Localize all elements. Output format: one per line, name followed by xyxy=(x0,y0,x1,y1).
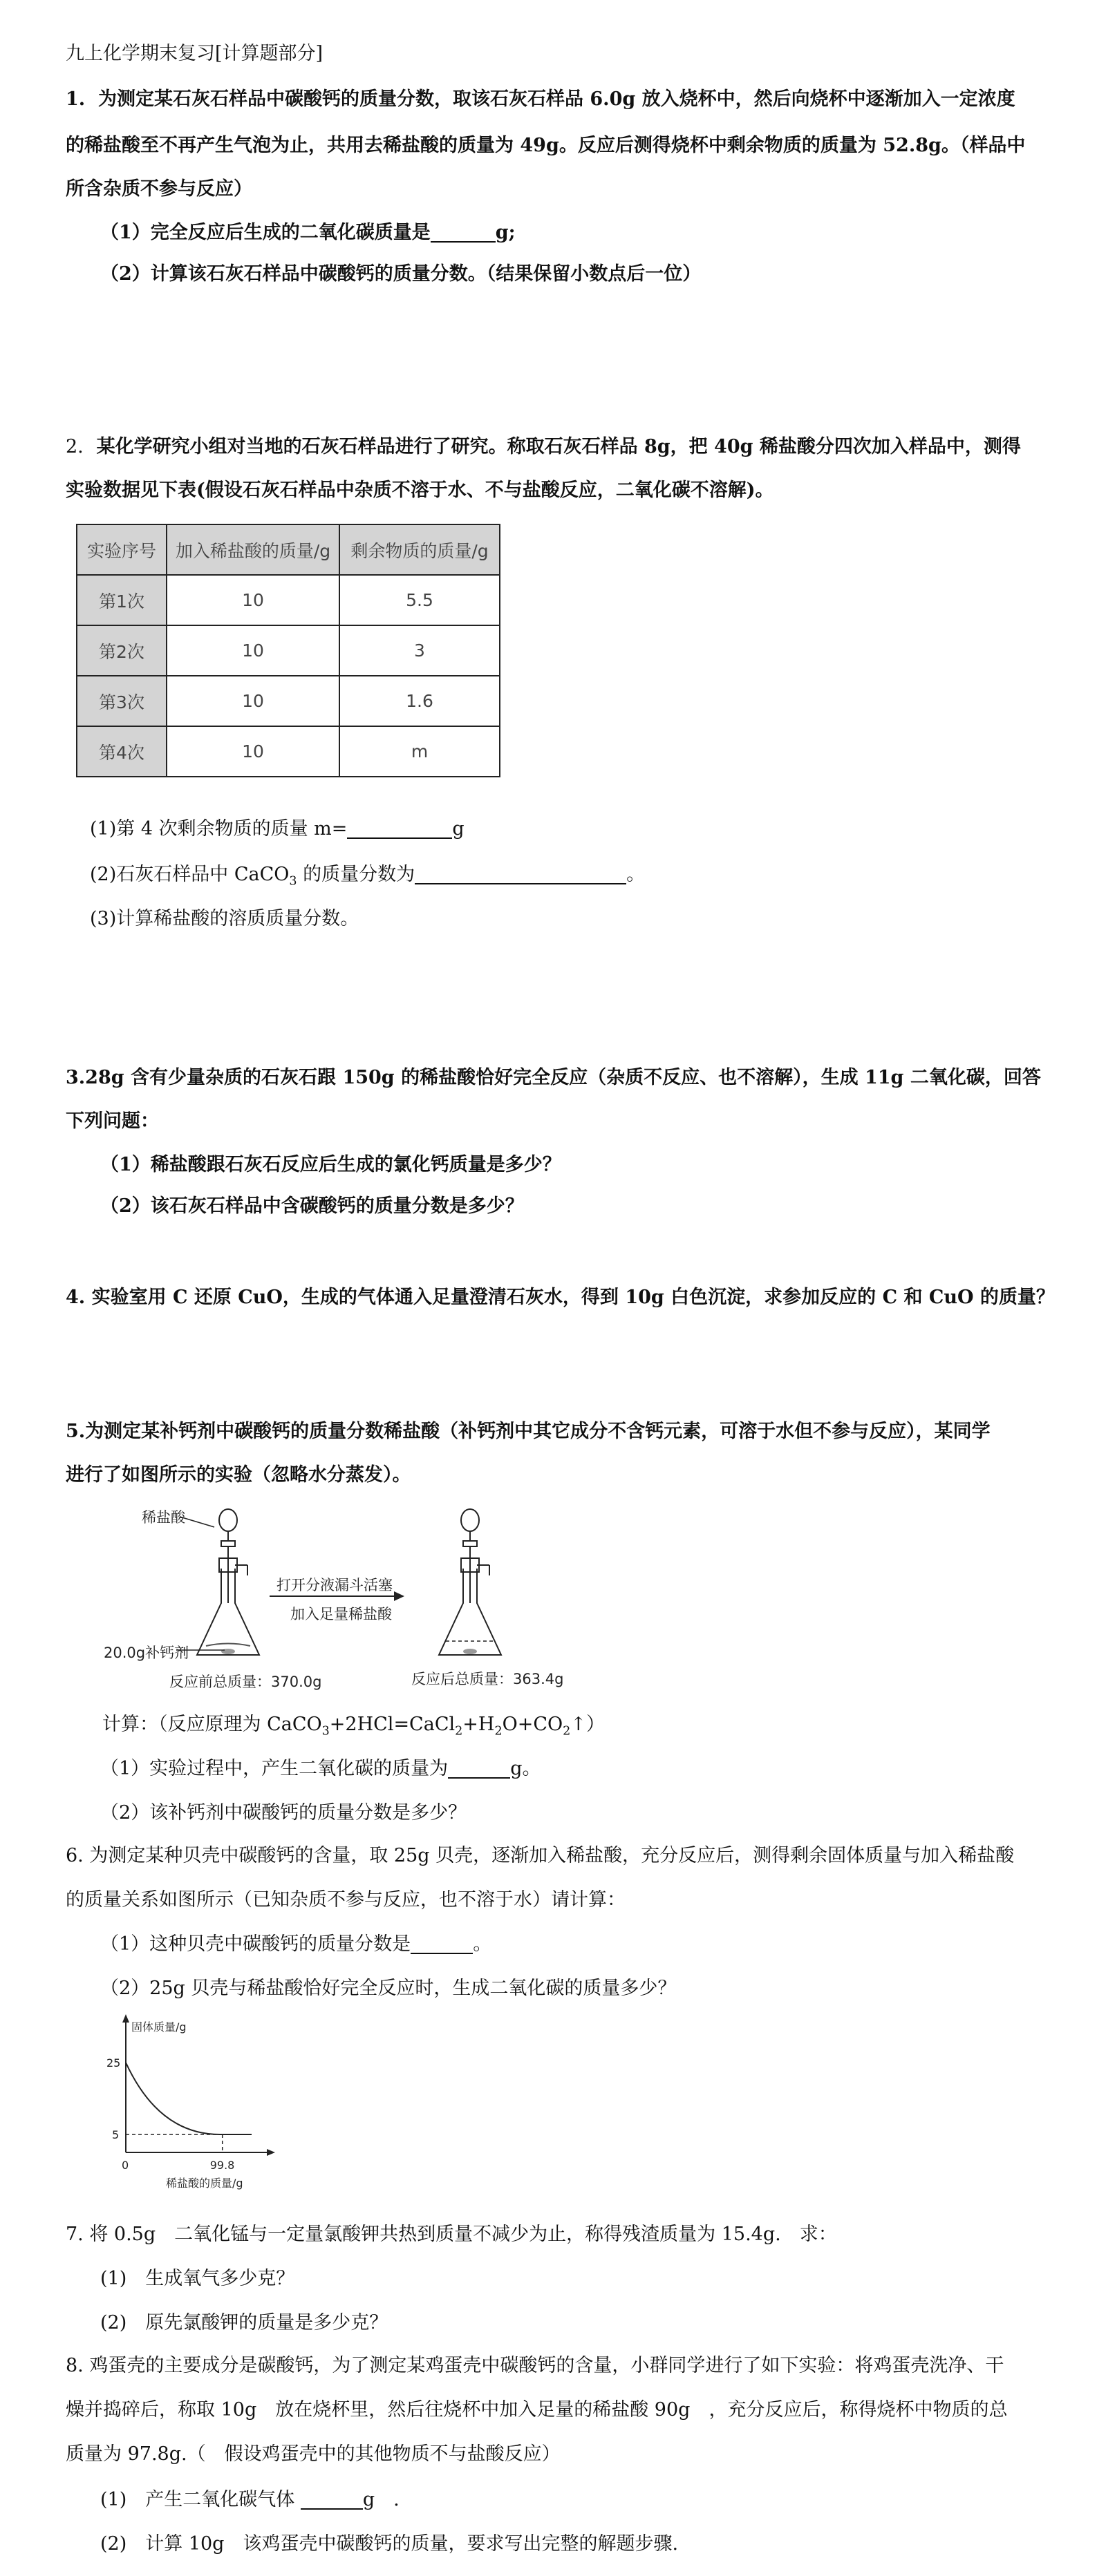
y-tick-label: 5 xyxy=(112,2128,120,2141)
q6-sub2: （2）25g 贝壳与稀盐酸恰好完全反应时，生成二氧化碳的质量多少？ xyxy=(100,1978,677,1999)
q7-sub1: (1) 生成氧气多少克？ xyxy=(100,2268,295,2289)
q5-line1: 5.为测定某补钙剂中碳酸钙的质量分数稀盐酸（补钙剂中其它成分不含钙元素，可溶于水但不参与反应），某同学 xyxy=(66,1421,991,1442)
q3-sub1: （1）稀盐酸跟石灰石反应后生成的氯化钙质量是多少？ xyxy=(100,1154,561,1175)
answer-blank[interactable] xyxy=(301,2488,363,2510)
data-table xyxy=(76,524,500,777)
answer-blank[interactable] xyxy=(347,817,452,839)
q2-line2: 实验数据见下表(假设石灰石样品中杂质不溶于水、不与盐酸反应，二氧化碳不溶解)。 xyxy=(66,480,774,501)
q6-sub1: （1）这种贝壳中碳酸钙的质量分数是 。 xyxy=(100,1933,492,1955)
x-tick-label: 0 xyxy=(122,2159,129,2172)
acid-label: 稀盐酸 xyxy=(142,1509,185,1526)
answer-blank[interactable] xyxy=(448,1756,510,1779)
q3-sub2: （2）该石灰石样品中含碳酸钙的质量分数是多少？ xyxy=(100,1195,524,1217)
table-cell: 第1次 xyxy=(77,575,167,625)
table-row xyxy=(77,575,500,625)
q8-line1: 8. 鸡蛋壳的主要成分是碳酸钙，为了测定某鸡蛋壳中碳酸钙的含量，小群同学进行了如下实验：将鸡蛋壳洗净、干 xyxy=(66,2355,1004,2376)
table-row xyxy=(77,726,500,777)
page-title: 九上化学期末复习[计算题部分] xyxy=(66,43,324,64)
q1-sub2: （2）计算该石灰石样品中碳酸钙的质量分数。（结果保留小数点后一位） xyxy=(100,263,702,285)
q6-line2: 的质量关系如图所示（已知杂质不参与反应，也不溶于水）请计算： xyxy=(66,1889,626,1911)
mass-chart xyxy=(97,2014,304,2201)
q2-line1: 2. 某化学研究小组对当地的石灰石样品进行了研究。称取石灰石样品 8g，把 40g 稀盐酸分四次加入样品中，测得 xyxy=(66,436,1021,457)
table-cell: 10 xyxy=(167,676,339,726)
y-tick-label: 25 xyxy=(106,2056,121,2070)
funnel-left xyxy=(219,1509,247,1603)
table-cell: 10 xyxy=(167,726,339,777)
q2-sub1: (1)第 4 次剩余物质的质量 m= g xyxy=(90,818,465,840)
arrow-top-label: 打开分液漏斗活塞 xyxy=(276,1577,393,1593)
q1-line2: 的稀盐酸至不再产生气泡为止，共用去稀盐酸的质量为 49g。反应后测得烧杯中剩余物质的质量为 52.8g。（样品中 xyxy=(66,135,1026,156)
sample-label: 20.0g补钙剂 xyxy=(104,1645,189,1661)
q5-calc: 计算：（反应原理为 $CaCO_3+2HCl=CaCl_2+H_2O+CO_2↑$） xyxy=(102,1714,605,1739)
table-cell: 10 xyxy=(167,575,339,625)
table-cell: 3 xyxy=(339,625,500,676)
q1-line3: 所含杂质不参与反应） xyxy=(66,178,252,200)
arrow-bottom-label: 加入足量稀盐酸 xyxy=(290,1606,392,1622)
table-row xyxy=(77,676,500,726)
q1-sub1: （1）完全反应后生成的二氧化碳质量是 g; xyxy=(100,222,516,243)
funnel-right xyxy=(461,1509,489,1603)
q8-line2: 燥并捣碎后，称取 10g 放在烧杯里，然后往烧杯中加入足量的稀盐酸 90g ，充分反应后，称得烧杯中物质的总 xyxy=(66,2399,1008,2421)
q8-sub1: (1) 产生二氧化碳气体 g . xyxy=(100,2489,400,2510)
q4-line1: 4. 实验室用 C 还原 CuO，生成的气体通入足量澄清石灰水，得到 10g 白色沉淀，求参加反应的 C 和 CuO 的质量？ xyxy=(66,1287,1055,1308)
q1-line1: 1. 为测定某石灰石样品中碳酸钙的质量分数，取该石灰石样品 6.0g 放入烧杯中，然后向烧杯中逐渐加入一定浓度 xyxy=(66,88,1015,110)
answer-blank[interactable] xyxy=(411,1932,473,1954)
table-cell: 10 xyxy=(167,625,339,676)
table-cell: 第4次 xyxy=(77,726,167,777)
q5-line2: 进行了如图所示的实验（忽略水分蒸发）。 xyxy=(66,1464,411,1486)
before-mass-label: 反应前总质量：370.0g xyxy=(169,1674,322,1690)
q5-sub2: （2）该补钙剂中碳酸钙的质量分数是多少？ xyxy=(100,1802,467,1824)
table-cell: 1.6 xyxy=(339,676,500,726)
arrow-head-icon xyxy=(394,1591,404,1601)
table-header-cell: 剩余物质的质量/g xyxy=(339,524,500,575)
answer-blank[interactable] xyxy=(415,862,626,884)
x-axis-arrow-icon xyxy=(267,2149,275,2156)
table-header-cell: 实验序号 xyxy=(77,524,167,575)
q8-line3: 质量为 97.8g.（ 假设鸡蛋壳中的其他物质不与盐酸反应） xyxy=(66,2443,561,2465)
q6-line1: 6. 为测定某种贝壳中碳酸钙的含量，取 25g 贝壳，逐渐加入稀盐酸，充分反应后，测得剩余固体质量与加入稀盐酸 xyxy=(66,1845,1015,1866)
table-header-cell: 加入稀盐酸的质量/g xyxy=(167,524,339,575)
y-axis-arrow-icon xyxy=(122,2014,129,2023)
table-header-row xyxy=(77,524,500,575)
table-row xyxy=(77,625,500,676)
table-cell: m xyxy=(339,726,500,777)
q2-sub3: (3)计算稀盐酸的溶质质量分数。 xyxy=(90,908,359,929)
x-tick-label: 99.8 xyxy=(209,2159,235,2172)
q7-sub2: (2) 原先氯酸钾的质量是多少克？ xyxy=(100,2312,388,2333)
after-mass-label: 反应后总质量：363.4g xyxy=(411,1671,564,1687)
x-axis-label: 稀盐酸的质量/g xyxy=(166,2177,243,2190)
data-curve xyxy=(126,2063,223,2134)
q1-number: 1. xyxy=(66,88,86,110)
y-axis-label: 固体质量/g xyxy=(131,2020,187,2034)
answer-blank[interactable] xyxy=(431,220,496,243)
table-cell: 5.5 xyxy=(339,575,500,625)
q3-line2: 下列问题： xyxy=(66,1110,159,1132)
table-cell: 第2次 xyxy=(77,625,167,676)
q5-sub1: （1）实验过程中，产生二氧化碳的质量为 g。 xyxy=(100,1758,541,1779)
q2-sub2: (2)石灰石样品中 CaCO$_3$ 的质量分数为 。 xyxy=(90,864,646,889)
q7-line1: 7. 将 0.5g 二氧化锰与一定量氯酸钾共热到质量不减少为止，称得残渣质量为 15.4g. 求： xyxy=(66,2224,837,2245)
q3-line1: 3.28g 含有少量杂质的石灰石跟 150g 的稀盐酸恰好完全反应（杂质不反应、也不溶解），生成 11g 二氧化碳，回答 xyxy=(66,1067,1041,1088)
table-cell: 第3次 xyxy=(77,676,167,726)
q8-sub2: (2) 计算 10g 该鸡蛋壳中碳酸钙的质量，要求写出完整的解题步骤. xyxy=(100,2533,679,2555)
